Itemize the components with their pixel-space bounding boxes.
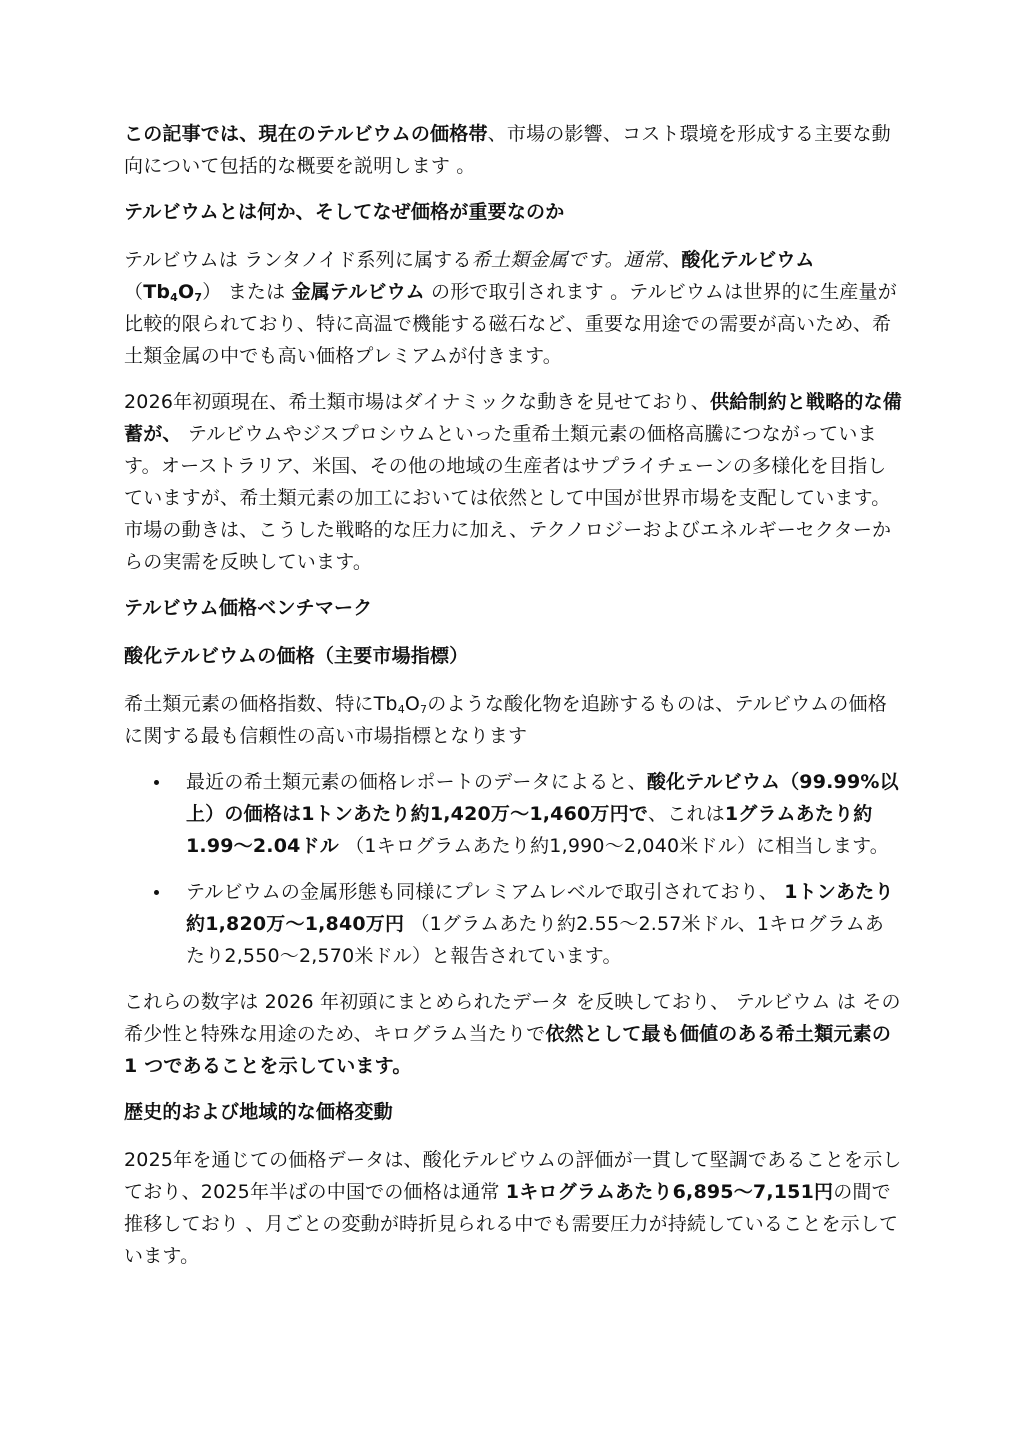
bullet-icon xyxy=(154,890,159,895)
intro-paragraph xyxy=(124,118,903,182)
text-span: （ xyxy=(124,281,144,303)
formula-subscript: 4 xyxy=(397,703,405,716)
list-item-oxide-price xyxy=(186,766,903,862)
terbium-description-paragraph xyxy=(124,244,903,372)
formula-part: Tb xyxy=(373,693,398,715)
bold-text-most-valuable: 依然として最も価値のある希土類元素の 1 つであることを示しています。 xyxy=(124,1023,892,1077)
intro-bold: この記事では、現在のテルビウムの価格帯 xyxy=(124,123,488,145)
formula-part: O xyxy=(178,281,195,303)
chemical-formula xyxy=(143,281,202,303)
text-span: （1キログラムあたり約1,990～2,040米ドル）に相当します。 xyxy=(338,835,889,857)
bullet-icon xyxy=(154,780,159,785)
text-span: これらの数字は 2026 年初頭にまとめられたデータ を反映しており、 テルビウム は その希少性と特殊な用途のため、キログラム当たりで xyxy=(124,991,901,1045)
text-span: 希土類元素の価格指数、特に xyxy=(124,693,374,715)
bold-text-metal-price: 1トンあたり約1,820万～1,840万円 xyxy=(186,881,894,935)
formula-subscript: 7 xyxy=(194,291,203,304)
list-item-metal-price xyxy=(186,876,903,972)
italic-text: 希土類金属です。通常 xyxy=(471,249,663,271)
intro-rest: 、市場の影響、コスト環境を形成する主要な動向について包括的な概要を説明します 。 xyxy=(124,123,891,177)
price-history-paragraph xyxy=(124,1144,903,1272)
text-span: 最近の希土類元素の価格レポートのデータによると、 xyxy=(186,771,647,793)
text-span: ） または xyxy=(202,281,292,303)
formula-part: Tb xyxy=(143,281,171,303)
text-span: の間で推移しており 、月ごとの変動が時折見られる中でも需要圧力が持続していることを示しています。 xyxy=(124,1181,899,1267)
text-span: のような酸化物を追跡するものは、テルビウムの価格に関する最も信頼性の高い市場指標となります xyxy=(124,693,887,747)
text-span: テルビウムは ランタノイド系列に属する xyxy=(124,249,472,271)
section-heading-price-history: 歴史的および地域的な価格変動 xyxy=(124,1101,393,1123)
bold-text-oxide-price: 酸化テルビウム（99.99%以上）の価格は1トンあたり約1,420万～1,460万円で xyxy=(186,771,899,825)
price-index-paragraph xyxy=(124,688,903,752)
text-span: テルビウムの金属形態も同様にプレミアムレベルで取引されており、 xyxy=(186,881,785,903)
text-span: 、 xyxy=(662,249,682,271)
bold-text-per-gram-price: 1グラムあたり約1.99～2.04ドル xyxy=(186,803,873,857)
text-span: 、これは xyxy=(648,803,725,825)
text-span: の形で取引されます 。テルビウムは世界的に生産量が比較的限られており、特に高温で機能する磁石など、重要な用途での需要が高いため、希土類金属の中でも高い価格プレミアムが付きます。 xyxy=(124,281,897,367)
section-heading-what-is-terbium: テルビウムとは何か、そしてなぜ価格が重要なのか xyxy=(124,201,565,223)
text-span: 2026年初頭現在、希土類市場はダイナミックな動きを見せており、 xyxy=(124,391,710,413)
formula-subscript: 4 xyxy=(170,291,179,304)
text-span: テルビウムやジスプロシウムといった重希土類元素の価格高騰につながっています。オーストラリア、米国、その他の地域の生産者はサプライチェーンの多様化を目指していますが、希土類元素の加工においては依然として中国が世界市場を支配しています。市場の動きは、こうした戦略的な圧力に加え、テクノロジーおよびエネルギーセクターからの実需を反映しています。 xyxy=(124,423,892,573)
market-status-paragraph xyxy=(124,386,903,578)
value-summary-paragraph xyxy=(124,986,903,1082)
subheading-oxide-price: 酸化テルビウムの価格（主要市場指標） xyxy=(124,645,469,667)
chemical-formula xyxy=(374,693,428,715)
section-heading-price-benchmark: テルビウム価格ベンチマーク xyxy=(124,597,373,619)
price-bullet-list xyxy=(124,766,903,972)
bold-text-supply-constraints: 供給制約と戦略的な備蓄が、 xyxy=(124,391,903,445)
formula-subscript: 7 xyxy=(420,703,428,716)
text-span: 2025年を通じての価格データは、酸化テルビウムの評価が一貫して堅調であることを示しており、2025年半ばの中国での価格は通常 xyxy=(124,1149,902,1203)
bold-text-china-price: 1キログラムあたり6,895～7,151円 xyxy=(505,1181,834,1203)
bold-text-terbium-oxide: 酸化テルビウム xyxy=(681,249,815,271)
text-span: （1グラムあたり約2.55～2.57米ドル、1キログラムあたり2,550～2,570米ドル）と報告されています。 xyxy=(186,913,885,967)
formula-part: O xyxy=(404,693,421,715)
bold-text-metal-terbium: 金属テルビウム xyxy=(291,281,425,303)
